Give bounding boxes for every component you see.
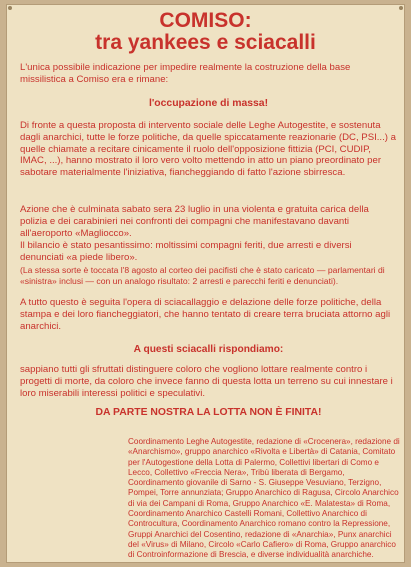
- paragraph-balance: Il bilancio è stato pesantissimo: moltissimi compagni feriti, due arresti e diversi denunciati «a piede libero».: [20, 240, 352, 263]
- signatories-list: Coordinamento Leghe Autogestite, redazione di «Crocenera», redazione di «Anarchismo», gruppo anarchico «Rivolta e Libertà» di Catania, Comitato per l'Autogestione della Lotta di Palermo, Collettivi libertari di Como e Lecco, Collettivo «Freccia Nera», Tribù liberata di Bergamo, Coordinamento giovanile di Sarno - S. Giuseppe Vesuviano, Terzigno, Pompei, Torre annunziata; Gruppo Anarchico di Ragusa, Circolo Anarchico di via dei Campani di Roma, Gruppo Anarchico «E. Malatesta» di Roma, Coordinamento Anarchico Castelli Romani, Collettivo Anarchico di Controcultura, Coordinamento Anarchico romano contro la Repressione, Gruppi Anarchici del Cosentino, redazione di «Anarchia», Punx anarchici del «Virus» di Milano, Circolo «Carlo Cafiero» di Roma, Gruppo anarchico di Controinformazione di Brescia, e diverse individualità anarchiche.: [128, 437, 400, 560]
- title-line-1: COMISO:: [159, 9, 252, 32]
- slogan-struggle: DA PARTE NOSTRA LA LOTTA NON È FINITA!: [95, 407, 322, 418]
- intro-paragraph: L'unica possibile indicazione per impedire realmente la costruzione della base missilistica a Comiso era e rimane:: [20, 62, 351, 85]
- title-line-2: tra yankees e sciacalli: [95, 31, 316, 54]
- paragraph-exploited: sappiano tutti gli sfruttati distinguere coloro che vogliono lottare realmente contro i progetti di morte, da coloro che invece fanno di questa lotta un terreno su cui innestare i loro miserabili interessi politici e speculativi.: [20, 364, 393, 399]
- pin-hole-top-right: [399, 6, 403, 10]
- paragraph-jackals: A tutto questo è seguita l'opera di sciacallaggio e delazione delle forze politiche, della stampa e dei loro fiancheggiatori, che hanno tentato di creare terra bruciata attorno agli anarchici.: [20, 297, 391, 332]
- slogan-occupation: l'occupazione di massa!: [148, 98, 269, 109]
- slogan-response: A questi sciacalli rispondiamo:: [133, 344, 284, 355]
- paragraph-police-charge: Azione che è culminata sabato sera 23 luglio in una violenta e gratuita carica della polizia e dei carabinieri nei confronti dei compagni che manifestavano davanti all'aeroporto «Magliocco».: [20, 204, 369, 239]
- pin-hole-top-left: [8, 6, 12, 10]
- paragraph-august-note: (La stessa sorte è toccata l'8 agosto al corteo dei pacifisti che è stato caricato — parlamentari di «sinistra» inclusi — con un analogo risultato: 2 arresti e parecchi feriti e denunciati).: [20, 265, 385, 286]
- poster: [6, 4, 405, 563]
- paragraph-political-forces: Di fronte a questa proposta di intervento sociale delle Leghe Autogestite, e sostenuta dagli anarchici, tutte le forze politiche, da quelle spiccatamente reazionarie (DC, PSI...) a quelle chiamate a recitare cinicamente il ruolo dell'opposizione fittizia (PCI, CUDIP, IMAC, ...), hanno mostrato il loro vero volto mettendo in atto un piano preordinato per sabotare materialmente l'iniziativa, fiancheggiando di fatto l'azione sbirresca.: [20, 120, 396, 179]
